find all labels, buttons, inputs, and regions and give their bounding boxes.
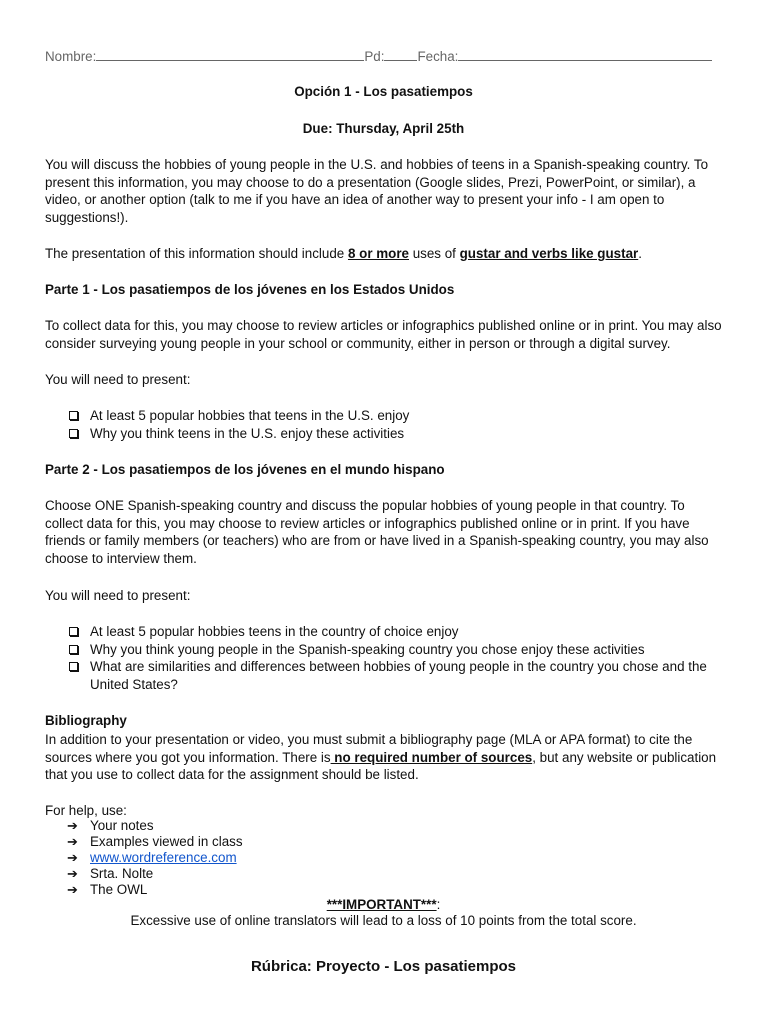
parte2-heading: Parte 2 - Los pasatiempos de los jóvenes en el mundo hispano — [45, 462, 445, 477]
checklist-item: Why you think teens in the U.S. enjoy these activities — [45, 425, 722, 443]
requirement-paragraph — [45, 245, 722, 263]
pd-field[interactable] — [384, 46, 417, 61]
important-text: Excessive use of online translators will lead to a loss of 10 points from the total score. — [130, 913, 637, 928]
help-list — [45, 818, 722, 898]
requirement-pre: The presentation of this information should include — [45, 246, 348, 261]
arrow-right-icon: ➔ — [67, 866, 78, 881]
requirement-post: . — [638, 246, 642, 261]
list-item — [45, 850, 722, 866]
checkbox-icon[interactable] — [69, 429, 78, 438]
wordreference-link[interactable]: www.wordreference.com — [90, 850, 237, 865]
checklist-item: At least 5 popular hobbies teens in the country of choice enjoy — [45, 623, 722, 641]
document-title: Opción 1 - Los pasatiempos — [294, 84, 473, 99]
no-required-sources: no required number of sources — [330, 749, 533, 765]
bibliography-paragraph: In addition to your presentation or video, you must submit a bibliography page (MLA or APA format) to cite the sources where you got you information. There is no required number of sources, but any website or publication that you use to collect data for the assignment should be listed. — [45, 732, 717, 782]
pd-label: Pd: — [364, 49, 385, 64]
bibliography-heading: Bibliography — [45, 713, 127, 728]
arrow-right-icon: ➔ — [67, 882, 78, 897]
fecha-field[interactable] — [458, 46, 712, 61]
checklist-item: Why you think young people in the Spanish-speaking country you chose enjoy these activities — [45, 641, 722, 659]
intro-paragraph: You will discuss the hobbies of young people in the U.S. and hobbies of teens in a Spanish-speaking country. To present this information, you may choose to do a presentation (Google slides, Prezi, PowerPoint, or similar), a video, or another option (talk to me if you have an idea of another way to present your info - I am open to suggestions!). — [45, 157, 709, 225]
arrow-right-icon: ➔ — [67, 850, 78, 865]
list-item: ➔ The OWL — [67, 882, 148, 897]
list-item: ➔ Examples viewed in class — [67, 834, 243, 849]
checklist-item: What are similarities and differences between hobbies of young people in the country you chose and the United States? — [45, 658, 722, 693]
checklist-item: At least 5 popular hobbies that teens in the U.S. enjoy — [45, 407, 722, 425]
requirement-mid: uses of — [409, 246, 460, 261]
help-label: For help, use: — [45, 803, 127, 818]
checkbox-icon[interactable] — [69, 411, 78, 420]
parte2-checklist — [45, 623, 722, 693]
header-fields — [45, 46, 722, 66]
parte2-present-label: You will need to present: — [45, 588, 191, 603]
parte2-body: Choose ONE Spanish-speaking country and discuss the popular hobbies of young people in that country. To collect data for this, you may choose to review articles or infographics published online or in print. If you have friends or family members (or teachers) who are from or have lived in a Spanish-speaking country, you may also choose to interview them. — [45, 498, 709, 566]
list-item: ➔ Your notes — [67, 818, 154, 833]
checkbox-icon[interactable] — [69, 627, 78, 636]
requirement-count: 8 or more — [347, 246, 409, 261]
nombre-label: Nombre: — [45, 49, 97, 64]
requirement-topic: gustar and verbs like gustar — [459, 246, 639, 261]
due-date: Due: Thursday, April 25th — [302, 121, 465, 136]
important-label: ***IMPORTANT***: — [326, 897, 441, 912]
checkbox-icon[interactable] — [69, 645, 78, 654]
parte1-present-label: You will need to present: — [45, 372, 191, 387]
rubric-title: Rúbrica: Proyecto - Los pasatiempos — [250, 958, 517, 975]
arrow-right-icon: ➔ — [67, 834, 78, 849]
list-item: ➔ Srta. Nolte — [67, 866, 154, 881]
arrow-right-icon: ➔ — [67, 818, 78, 833]
parte1-body: To collect data for this, you may choose to review articles or infographics published online or in print. You may also consider surveying young people in your school or community, either in person or through a digital survey. — [45, 318, 722, 351]
checkbox-icon[interactable] — [69, 662, 78, 671]
parte1-checklist — [45, 407, 722, 442]
parte1-heading: Parte 1 - Los pasatiempos de los jóvenes en los Estados Unidos — [45, 282, 455, 297]
nombre-field[interactable] — [96, 46, 364, 61]
fecha-label: Fecha: — [417, 49, 459, 64]
